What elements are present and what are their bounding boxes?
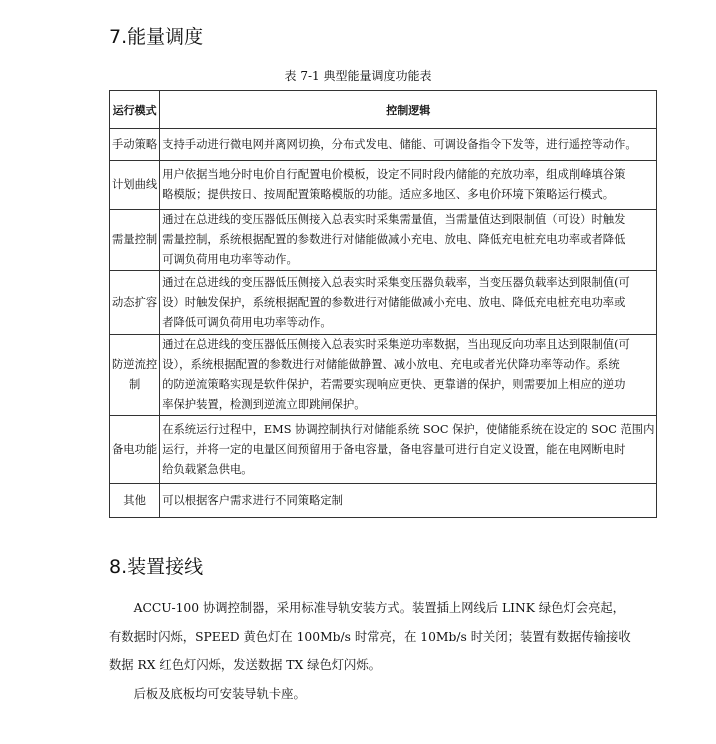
table-row xyxy=(110,129,657,161)
logic-line: 通过在总进线的变压器低压侧接入总表实时采集变压器负载率，当变压器负载率达到限制值(可 xyxy=(162,275,630,289)
paragraph-line: 后板及底板均可安装导轨卡座。 xyxy=(109,686,306,701)
logic-cell xyxy=(160,210,657,271)
logic-line: 给负载紧急供电。 xyxy=(162,462,253,476)
table-row xyxy=(110,161,657,210)
paragraph-line: 有数据时闪烁，SPEED 黄色灯在 100Mb/s 时常亮，在 10Mb/s 时关闭；装置有数据传输接收 xyxy=(109,629,631,644)
table-row xyxy=(110,484,657,518)
mode-cell xyxy=(110,484,160,518)
logic-line: 通过在总进线的变压器低压侧接入总表实时采集逆功率数据，当出现反向功率且达到限制值(可 xyxy=(162,338,630,351)
paragraph-line: 数据 RX 红色灯闪烁，发送数据 TX 绿色灯闪烁。 xyxy=(109,658,381,672)
energy-dispatch-table xyxy=(109,90,657,518)
logic-line: 略模版；提供按日、按周配置策略模版的功能。适应多地区、多电价环境下策略运行模式。 xyxy=(162,188,615,201)
logic-line: 设），系统根据配置的参数进行对储能做静置、减小放电、充电或者光伏降功率等动作。系统 xyxy=(162,358,620,371)
table-row xyxy=(110,210,657,271)
mode-line: 手动策略 xyxy=(112,137,158,151)
section-7-heading: 7.能量调度 xyxy=(109,26,204,48)
mode-line: 其他 xyxy=(123,493,146,507)
table-row xyxy=(110,271,657,335)
mode-line: 备电功能 xyxy=(112,442,158,456)
table-row xyxy=(110,335,657,416)
mode-line: 动态扩容 xyxy=(112,295,158,309)
logic-line: 的防逆流策略实现是软件保护，若需要实现响应更快、更靠谱的保护，则需要加上相应的逆功 xyxy=(162,378,626,391)
mode-cell xyxy=(110,129,160,161)
wiring-paragraph xyxy=(109,594,631,708)
paragraph-line: ACCU-100 协调控制器，采用标准导轨安装方式。装置插上网线后 LINK 绿色灯会亮起， xyxy=(109,601,625,615)
table-caption: 表 7-1 典型能量调度功能表 xyxy=(284,69,432,83)
logic-line: 通过在总进线的变压器低压侧接入总表实时采集需量值，当需量值达到限制值（可设）时触发 xyxy=(162,213,626,226)
mode-cell xyxy=(110,416,160,484)
logic-cell xyxy=(160,335,657,416)
mode-cell xyxy=(110,210,160,271)
mode-line: 制 xyxy=(128,378,141,391)
mode-line: 计划曲线 xyxy=(112,178,158,191)
logic-line: 需量控制，系统根据配置的参数进行对储能做减小充电、放电、降低充电桩充电功率或者降低 xyxy=(162,233,626,246)
logic-line: 率保护装置，检测到逆流立即跳闸保护。 xyxy=(162,398,366,411)
header-mode: 运行模式 xyxy=(110,91,160,129)
logic-line: 设）时触发保护，系统根据配置的参数进行对储能做减小充电、放电、降低充电桩充电功率或 xyxy=(162,295,626,309)
logic-line: 用户依据当地分时电价自行配置电价模板，设定不同时段内储能的充放功率，组成削峰填谷策 xyxy=(162,168,626,181)
logic-line: 者降低可调负荷用电功率等动作。 xyxy=(162,315,332,329)
logic-line: 在系统运行过程中，EMS 协调控制执行对储能系统 SOC 保护，使储能系统在设定的 SOC 范围内 xyxy=(162,422,655,436)
logic-line: 支持手动进行微电网并离网切换，分布式发电、储能、可调设备指令下发等，进行遥控等动作。 xyxy=(162,137,637,151)
logic-cell xyxy=(160,416,657,484)
header-logic: 控制逻辑 xyxy=(160,91,657,129)
logic-cell xyxy=(160,161,657,210)
logic-line: 运行，并将一定的电量区间预留用于备电容量，备电容量可进行自定义设置，能在电网断电时 xyxy=(162,442,626,456)
mode-line: 防逆流控 xyxy=(112,358,158,371)
logic-cell xyxy=(160,271,657,335)
mode-cell xyxy=(110,271,160,335)
logic-cell xyxy=(160,484,657,518)
logic-cell xyxy=(160,129,657,161)
mode-line: 需量控制 xyxy=(112,233,158,246)
logic-line: 可调负荷用电功率等动作。 xyxy=(162,253,298,266)
mode-cell xyxy=(110,335,160,416)
mode-cell xyxy=(110,161,160,210)
table-row xyxy=(110,416,657,484)
section-8-heading: 8.装置接线 xyxy=(109,556,204,578)
logic-line: 可以根据客户需求进行不同策略定制 xyxy=(162,493,343,507)
